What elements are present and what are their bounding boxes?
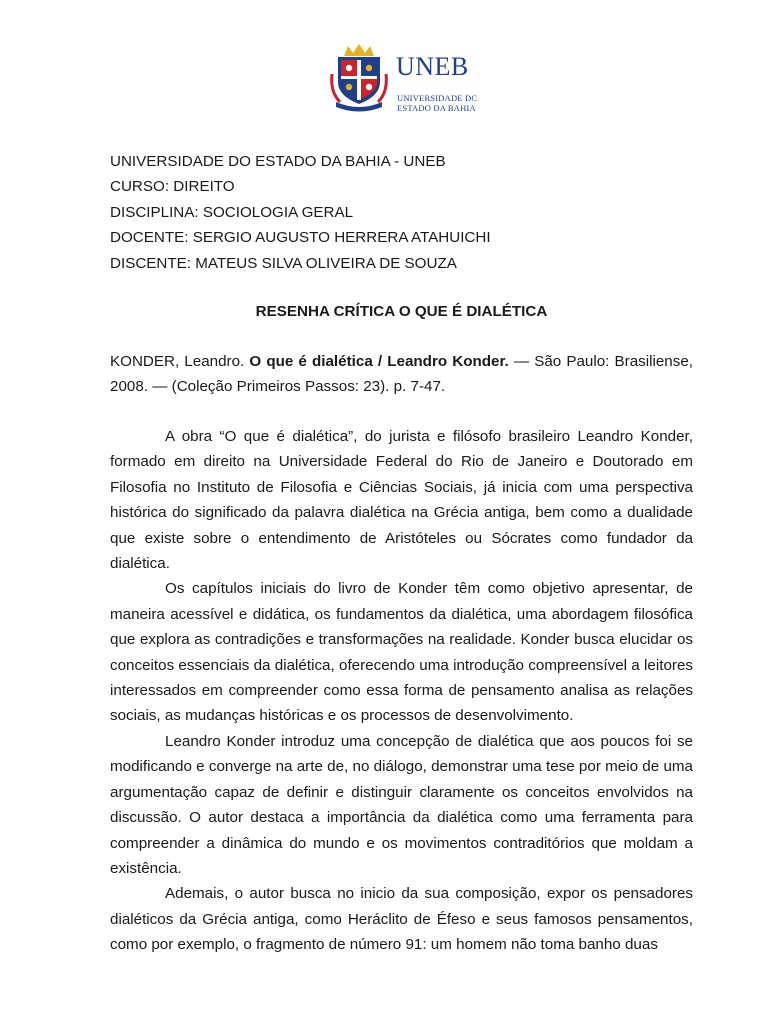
- university-line: UNIVERSIDADE DO ESTADO DA BAHIA - UNEB: [110, 153, 446, 170]
- paragraph: Ademais, o autor busca no inicio da sua composição, expor os pensadores dialéticos da Grécia antiga, como Heráclito de Éfeso e seus famosos pensamentos, como por exemplo, o fragmento de número 91: um homem não toma banho duas: [110, 885, 693, 954]
- logo-title: UNEB: [396, 52, 469, 81]
- paragraph: Leandro Konder introduz uma concepção de dialética que aos poucos foi se modificando e converge na arte de, no diálogo, demonstrar uma tese por meio de uma argumentação capaz de definir e distinguir claramente os conceitos envolvidos na discussão. O autor destaca a importância da dialética como uma ferramenta para compreender a dinâmica do mundo e os movimentos contraditórios que moldam a existência.: [110, 732, 693, 877]
- uneb-logo: [328, 44, 478, 113]
- paragraph: Os capítulos iniciais do livro de Konder têm como objetivo apresentar, de maneira acessível e didática, os fundamentos da dialética, uma abordagem filosófica que explora as contradições e transformações na realidade. Konder busca elucidar os conceitos essenciais da dialética, oferecendo uma introdução compreensível a leitores interessados em compreender como essa forma de pensamento analisa as relações sociais, as mudanças históricas e os processos de desenvolvimento.: [110, 580, 693, 725]
- reference-author: KONDER, Leandro.: [110, 353, 250, 370]
- reference-work: O que é dialética / Leandro Konder.: [249, 353, 509, 370]
- document-title: RESENHA CRÍTICA O QUE É DIALÉTICA: [255, 303, 548, 320]
- student-line: DISCENTE: MATEUS SILVA OLIVEIRA DE SOUZA: [110, 254, 457, 272]
- paragraph: A obra “O que é dialética”, do jurista e filósofo brasileiro Leandro Konder, formado em direito na Universidade Federal do Rio de Janeiro e Doutorado em Filosofia no Instituto de Filosofia e Ciências Sociais, já inicia com uma perspectiva histórica do significado da palavra dialética na Grécia antiga, bem como a dualidade que existe sobre o entendimento de Aristóteles ou Sócrates como fundador da dialética.: [110, 428, 693, 573]
- course-line: CURSO: DIREITO: [110, 178, 235, 196]
- logo-subtitle-line1: UNIVERSIDADE DC: [397, 93, 478, 103]
- logo-subtitle-line2: ESTADO DA BAHIA: [397, 103, 476, 113]
- header-info: [110, 149, 491, 276]
- reference-details: — São Paulo: Brasiliense, 2008. — (Coleção Primeiros Passos: 23). p. 7-47.: [110, 353, 694, 396]
- discipline-line: DISCIPLINA: SOCIOLOGIA GERAL: [110, 203, 354, 221]
- bibliographic-reference: [110, 349, 693, 400]
- uneb-crest-icon: [328, 44, 390, 112]
- teacher-line: DOCENTE: SERGIO AUGUSTO HERRERA ATAHUICHI: [110, 229, 491, 247]
- review-body: [110, 424, 693, 958]
